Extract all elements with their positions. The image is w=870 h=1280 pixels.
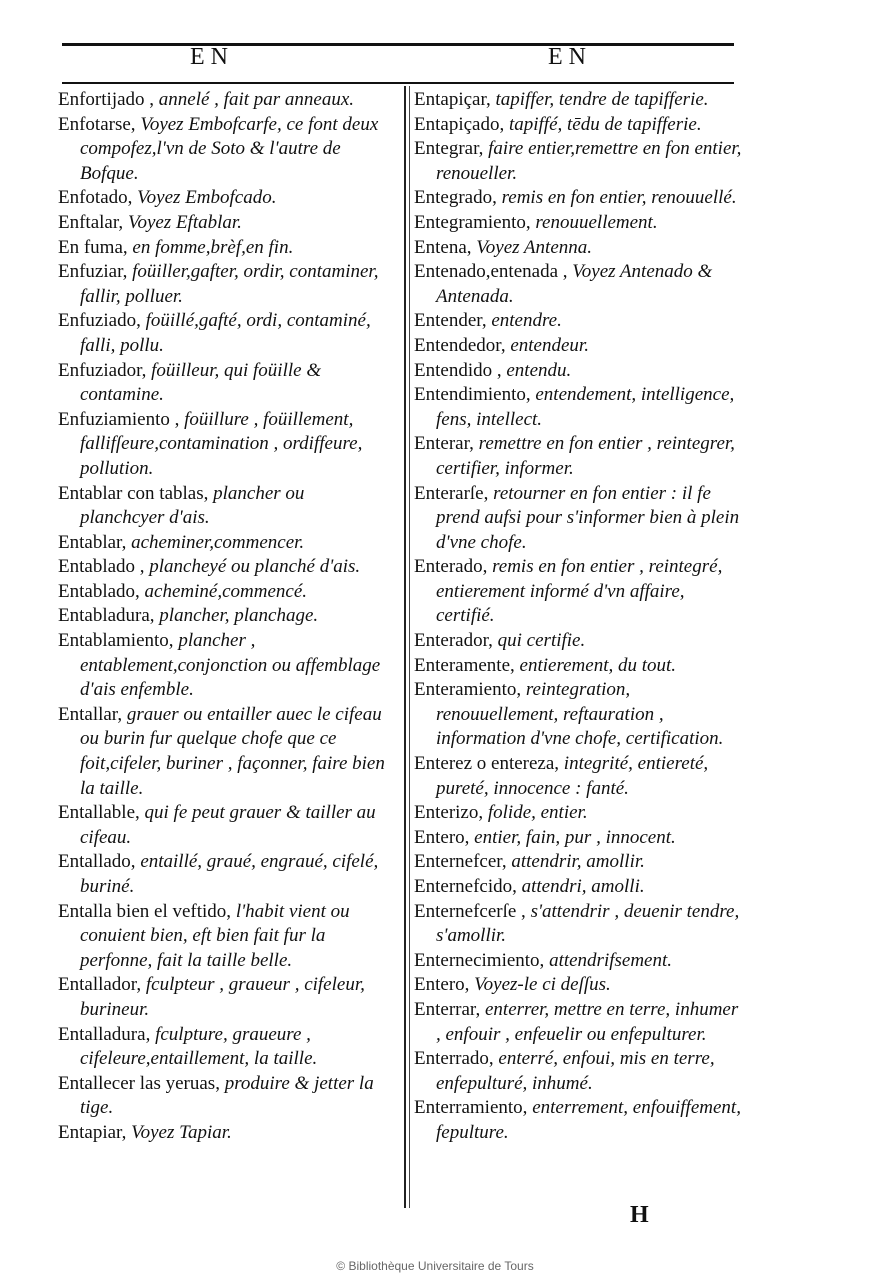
entry-definition: retourner en fon entier : il fe prend aufsi pour s'informer bien à plein d'vne chofe. bbox=[436, 482, 740, 553]
dictionary-entry bbox=[58, 1023, 388, 1072]
entry-headword: Enterizo, bbox=[414, 802, 484, 824]
entry-definition: entendre. bbox=[491, 310, 562, 332]
entry-headword: Entallar, bbox=[58, 703, 123, 725]
dictionary-entry bbox=[414, 973, 744, 998]
entry-definition: s'attendrir , deuenir tendre, s'amollir. bbox=[436, 900, 740, 947]
entry-headword: Enteramente, bbox=[414, 654, 515, 676]
entry-definition: acheminé,commencé. bbox=[144, 580, 308, 602]
copyright-footer: © Bibliothèque Universitaire de Tours bbox=[336, 1259, 534, 1273]
entry-definition: entendu. bbox=[506, 359, 572, 381]
dictionary-entry bbox=[58, 1121, 388, 1146]
column-divider-inner bbox=[409, 86, 410, 1208]
entry-definition: integrité, entiereté, pureté, innocence : fanté. bbox=[436, 753, 709, 799]
dictionary-entry bbox=[58, 1072, 388, 1121]
dictionary-entry bbox=[58, 260, 388, 309]
dictionary-entry bbox=[414, 113, 744, 138]
entry-headword: Entegrado, bbox=[414, 187, 497, 209]
entry-headword: Entablar, bbox=[58, 531, 127, 553]
entry-headword: Entallecer las yeruas, bbox=[58, 1072, 220, 1094]
dictionary-entry bbox=[414, 801, 744, 826]
dictionary-entry bbox=[58, 236, 388, 261]
entry-definition: faire entier,remettre en fon entier, renoueller. bbox=[436, 138, 742, 184]
entry-headword: Enterez o entereza, bbox=[414, 753, 560, 775]
header-rule bbox=[62, 43, 734, 46]
entry-definition: attendrifsement. bbox=[549, 949, 673, 971]
entry-definition: fculpture, graueure , cifeleure,entaillement, la taille. bbox=[80, 1023, 318, 1070]
dictionary-entry bbox=[414, 998, 744, 1047]
entry-headword: Enfuziador, bbox=[58, 359, 147, 381]
entry-definition: foüilleur, qui foüille & contamine. bbox=[80, 359, 322, 406]
entry-headword: Enfuziado, bbox=[58, 310, 141, 332]
entry-headword: Enterador, bbox=[414, 630, 493, 652]
entry-headword: Enfotado, bbox=[58, 187, 133, 209]
dictionary-entry bbox=[414, 432, 744, 481]
left-column bbox=[58, 88, 388, 1146]
entry-headword: Enfuziamiento , bbox=[58, 408, 180, 430]
entry-definition: enterrement, enfouiffement, fepulture. bbox=[436, 1097, 741, 1143]
entry-headword: Enterado, bbox=[414, 556, 488, 578]
entry-definition: plancher ou planchcyer d'ais. bbox=[80, 482, 305, 529]
entry-headword: Entablar con tablas, bbox=[58, 482, 209, 504]
entry-definition: produire & jetter la tige. bbox=[80, 1072, 374, 1119]
entry-definition: attendri, amolli. bbox=[521, 876, 645, 897]
entry-definition: foüiller,gafter, ordir, contaminer, fallir, polluer. bbox=[80, 261, 379, 307]
entry-definition: plancher , entablement,conjonction ou affemblage d'ais enfemble. bbox=[80, 630, 381, 701]
dictionary-entry bbox=[414, 260, 744, 309]
entry-definition: Voyez Tapiar. bbox=[131, 1121, 232, 1143]
dictionary-entry bbox=[414, 629, 744, 654]
entry-headword: Entabladura, bbox=[58, 605, 155, 627]
entry-definition: annelé , fait par anneaux. bbox=[158, 89, 355, 110]
running-head-left: EN bbox=[190, 44, 234, 70]
entry-definition: tapiffé, tēdu de tapifferie. bbox=[508, 113, 702, 135]
entry-definition: tapiffer, tendre de tapifferie. bbox=[495, 89, 709, 110]
entry-headword: Enternecimiento, bbox=[414, 949, 545, 971]
entry-definition: remettre en fon entier , reintegrer, certifier, informer. bbox=[436, 433, 735, 479]
dictionary-entry bbox=[414, 900, 744, 949]
entry-definition: entierement, du tout. bbox=[519, 654, 677, 676]
entry-definition: acheminer,commencer. bbox=[131, 531, 305, 553]
dictionary-entry bbox=[58, 113, 388, 187]
dictionary-entry bbox=[58, 604, 388, 629]
entry-definition: reintegration, renouuellement, reftauration , information d'vne chofe, certification. bbox=[436, 679, 724, 750]
dictionary-entry bbox=[58, 408, 388, 482]
dictionary-entry bbox=[58, 359, 388, 408]
entry-definition: enterré, enfoui, mis en terre, enfepulturé, inhumé. bbox=[436, 1048, 715, 1094]
entry-definition: l'habit vient ou conuient bien, eft bien fait fur la perfonne, fait la taille belle. bbox=[80, 900, 350, 971]
dictionary-entry bbox=[58, 531, 388, 556]
dictionary-entry bbox=[58, 580, 388, 605]
entry-definition: qui fe peut grauer & tailler au cifeau. bbox=[80, 802, 376, 848]
entry-headword: Entender, bbox=[414, 310, 487, 332]
entry-headword: Entegramiento, bbox=[414, 211, 531, 233]
entry-headword: Entendedor, bbox=[414, 334, 506, 356]
entry-headword: Entendimiento, bbox=[414, 384, 531, 406]
entry-headword: Enterarſe, bbox=[414, 482, 489, 504]
dictionary-entry bbox=[414, 1047, 744, 1096]
dictionary-entry bbox=[58, 482, 388, 531]
entry-headword: Entallador, bbox=[58, 974, 142, 996]
dictionary-entry bbox=[414, 334, 744, 359]
dictionary-entry bbox=[414, 752, 744, 801]
entry-definition: fculpteur , graueur , cifeleur, burineur. bbox=[80, 974, 365, 1020]
dictionary-entry bbox=[414, 88, 744, 113]
right-column bbox=[414, 88, 744, 1146]
signature-mark: H bbox=[630, 1202, 649, 1228]
dictionary-entry bbox=[58, 973, 388, 1022]
dictionary-entry bbox=[58, 900, 388, 974]
entry-headword: En fuma, bbox=[58, 236, 128, 258]
dictionary-entry bbox=[414, 1096, 744, 1145]
dictionary-entry bbox=[414, 654, 744, 679]
entry-definition: grauer ou entailler auec le cifeau ou burin fur quelque chofe que ce foit,cifeler, buriner , façonner, faire bien la taille. bbox=[80, 703, 385, 799]
dictionary-entry bbox=[58, 801, 388, 850]
dictionary-entry bbox=[414, 555, 744, 629]
entry-headword: Enterar, bbox=[414, 433, 474, 455]
entry-headword: Enfuziar, bbox=[58, 261, 128, 283]
dictionary-entry bbox=[58, 211, 388, 236]
dictionary-entry bbox=[58, 186, 388, 211]
entry-headword: Entenado,entenada , bbox=[414, 261, 568, 283]
entry-headword: Entallable, bbox=[58, 802, 140, 824]
entry-headword: Enteramiento, bbox=[414, 679, 522, 701]
running-head-right: EN bbox=[548, 44, 592, 70]
entry-headword: Enftalar, bbox=[58, 211, 124, 233]
entry-definition: folide, entier. bbox=[487, 802, 588, 824]
entry-headword: Entablado , bbox=[58, 556, 145, 578]
entry-headword: Enterrar, bbox=[414, 998, 481, 1020]
entry-headword: Enternefcer, bbox=[414, 851, 507, 873]
entry-definition: entaillé, graué, engraué, cifelé, buriné. bbox=[80, 851, 379, 897]
dictionary-entry bbox=[414, 850, 744, 875]
dictionary-entry bbox=[414, 186, 744, 211]
entry-headword: Enterrado, bbox=[414, 1048, 494, 1070]
entry-definition: plancheyé ou planché d'ais. bbox=[149, 556, 361, 578]
dictionary-entry bbox=[414, 236, 744, 261]
entry-headword: Entendido , bbox=[414, 359, 502, 381]
entry-definition: en fomme,brèf,en fin. bbox=[132, 236, 294, 258]
entry-definition: foüillure , foüillement, fallifſeure,contamination , ordiffeure, pollution. bbox=[80, 408, 363, 479]
entry-headword: Entapiçado, bbox=[414, 113, 505, 135]
entry-headword: Enternefcido, bbox=[414, 876, 517, 897]
dictionary-entry bbox=[414, 949, 744, 974]
dictionary-entry bbox=[58, 555, 388, 580]
dictionary-entry bbox=[414, 875, 744, 900]
dictionary-entry bbox=[414, 482, 744, 556]
entry-definition: Voyez Antenna. bbox=[476, 236, 593, 258]
entry-definition: foüillé,gafté, ordi, contaminé, falli, pollu. bbox=[80, 310, 371, 356]
dictionary-entry bbox=[414, 211, 744, 236]
entry-headword: Entalla bien el veftido, bbox=[58, 900, 232, 922]
entry-headword: Entalladura, bbox=[58, 1023, 151, 1045]
dictionary-entry bbox=[58, 88, 388, 113]
entry-headword: Entapiçar, bbox=[414, 89, 491, 110]
entry-definition: remis en fon entier, renouuellé. bbox=[501, 187, 737, 209]
entry-definition: qui certifie. bbox=[497, 630, 586, 652]
entry-definition: entier, fain, pur , innocent. bbox=[474, 826, 676, 848]
entry-headword: Entena, bbox=[414, 236, 472, 258]
entry-headword: Entegrar, bbox=[414, 138, 484, 160]
entry-headword: Enterramiento, bbox=[414, 1097, 528, 1119]
entry-definition: renouuellement. bbox=[535, 211, 658, 233]
entry-definition: Voyez Embofcado. bbox=[137, 187, 277, 209]
dictionary-entry bbox=[58, 309, 388, 358]
dictionary-entry bbox=[58, 629, 388, 703]
dictionary-entry bbox=[414, 309, 744, 334]
entry-definition: Voyez Embofcarfe, ce font deux compofez,l'vn de Soto & l'autre de Bofque. bbox=[80, 113, 379, 184]
dictionary-entry bbox=[414, 359, 744, 384]
entry-definition: entendement, intelligence, fens, intellect. bbox=[436, 384, 735, 430]
entry-headword: Enfotarse, bbox=[58, 113, 136, 135]
entry-headword: Enfortijado , bbox=[58, 89, 155, 110]
entry-definition: entendeur. bbox=[510, 334, 589, 356]
entry-headword: Entapiar, bbox=[58, 1121, 127, 1143]
entry-headword: Entallado, bbox=[58, 851, 136, 873]
entry-definition: Voyez Eftablar. bbox=[127, 211, 242, 233]
entry-headword: Entero, bbox=[414, 826, 470, 848]
entry-headword: Entero, bbox=[414, 974, 470, 996]
entry-definition: remis en fon entier , reintegré, entierement informé d'vn affaire, certifié. bbox=[436, 556, 723, 627]
entry-definition: Voyez-le ci deſſus. bbox=[474, 974, 611, 996]
dictionary-entry bbox=[414, 678, 744, 752]
dictionary-entry bbox=[414, 137, 744, 186]
dictionary-entry bbox=[414, 383, 744, 432]
entry-definition: Voyez Antenado & Antenada. bbox=[436, 261, 713, 307]
entry-definition: enterrer, mettre en terre, inhumer , enfouir , enfeuelir ou enfepulturer. bbox=[436, 998, 739, 1045]
dictionary-entry bbox=[414, 826, 744, 851]
entry-headword: Entablamiento, bbox=[58, 630, 174, 652]
entry-headword: Enternefcerſe , bbox=[414, 900, 526, 922]
column-divider bbox=[404, 86, 406, 1208]
entry-headword: Entablado, bbox=[58, 580, 140, 602]
entry-definition: plancher, planchage. bbox=[159, 605, 319, 627]
entry-definition: attendrir, amollir. bbox=[511, 851, 645, 873]
header-rule-lower bbox=[62, 82, 734, 84]
dictionary-entry bbox=[58, 703, 388, 801]
dictionary-entry bbox=[58, 850, 388, 899]
